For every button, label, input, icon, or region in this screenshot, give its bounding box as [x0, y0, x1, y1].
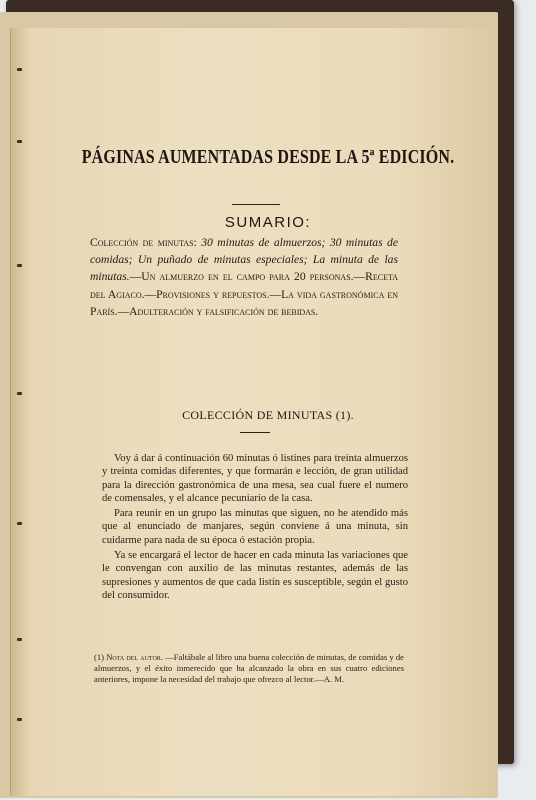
binding-stitch	[17, 68, 22, 71]
binding-stitch	[17, 264, 22, 267]
footnote	[94, 652, 404, 685]
sumario-heading: SUMARIO:	[224, 214, 312, 231]
binding-stitch	[17, 718, 22, 721]
body-text	[102, 452, 408, 604]
summary-part-2: 30 minutas de almuerzos; 30 minutas de comidas; Un puñado de minutas especiales; La minuta de las minutas.	[90, 236, 398, 284]
paragraph: Voy á dar á continuación 60 minutas ó listines para treinta almuerzos y treinta comidas diferentes, y que formarán e lección, de gran utilidad para la dirección gastronómica de una mesa, sea cual fuere el numero de comensales, y el alcance pecuniario de la casa.	[102, 453, 408, 504]
binding-stitch	[17, 638, 22, 641]
page-title: PÁGINAS AUMENTADAS DESDE LA 5ª EDICIÓN.	[81, 146, 455, 168]
paragraph: Ya se encargará el lector de hacer en cada minuta las variaciones que le convengan con auxilio de las minutas restantes, además de las supresiones y aumentos de que cada listín es susceptible, según el gusto del consumidor.	[102, 550, 408, 601]
binding-stitch	[17, 140, 22, 143]
section-divider	[240, 432, 270, 433]
footnote-text: —Faltábale al libro una buena colección de minutas, de comidas y de almuerzos, y el éxito inmerecido que ha alcanzado la obra en sus cuatro ediciones anteriores, impone la necesidad del trabajo que ofrezco al lector.—A. M.	[94, 652, 404, 684]
summary-text	[90, 234, 398, 320]
section-title: COLECCIÓN DE MINUTAS (1).	[182, 408, 354, 422]
summary-part-1: Colección de minutas:	[90, 236, 202, 249]
title-divider	[232, 204, 280, 205]
paragraph: Para reunir en un grupo las minutas que siguen, no he atendido más que al enunciado de manjares, según conviene á una minuta, sin cuidarme para nada de su época ó estación propia.	[102, 508, 408, 546]
binding-stitch	[17, 392, 22, 395]
footnote-label: (1) Nota del autor.	[94, 652, 163, 662]
summary-part-3: —Un almuerzo en el campo para 20 personas.—Receta del Agiaco.—Provisiones y repuestos.—La vida gastronómica en París.—Adulteración y falsificación de bebidas.	[90, 270, 398, 318]
binding-stitch	[17, 522, 22, 525]
